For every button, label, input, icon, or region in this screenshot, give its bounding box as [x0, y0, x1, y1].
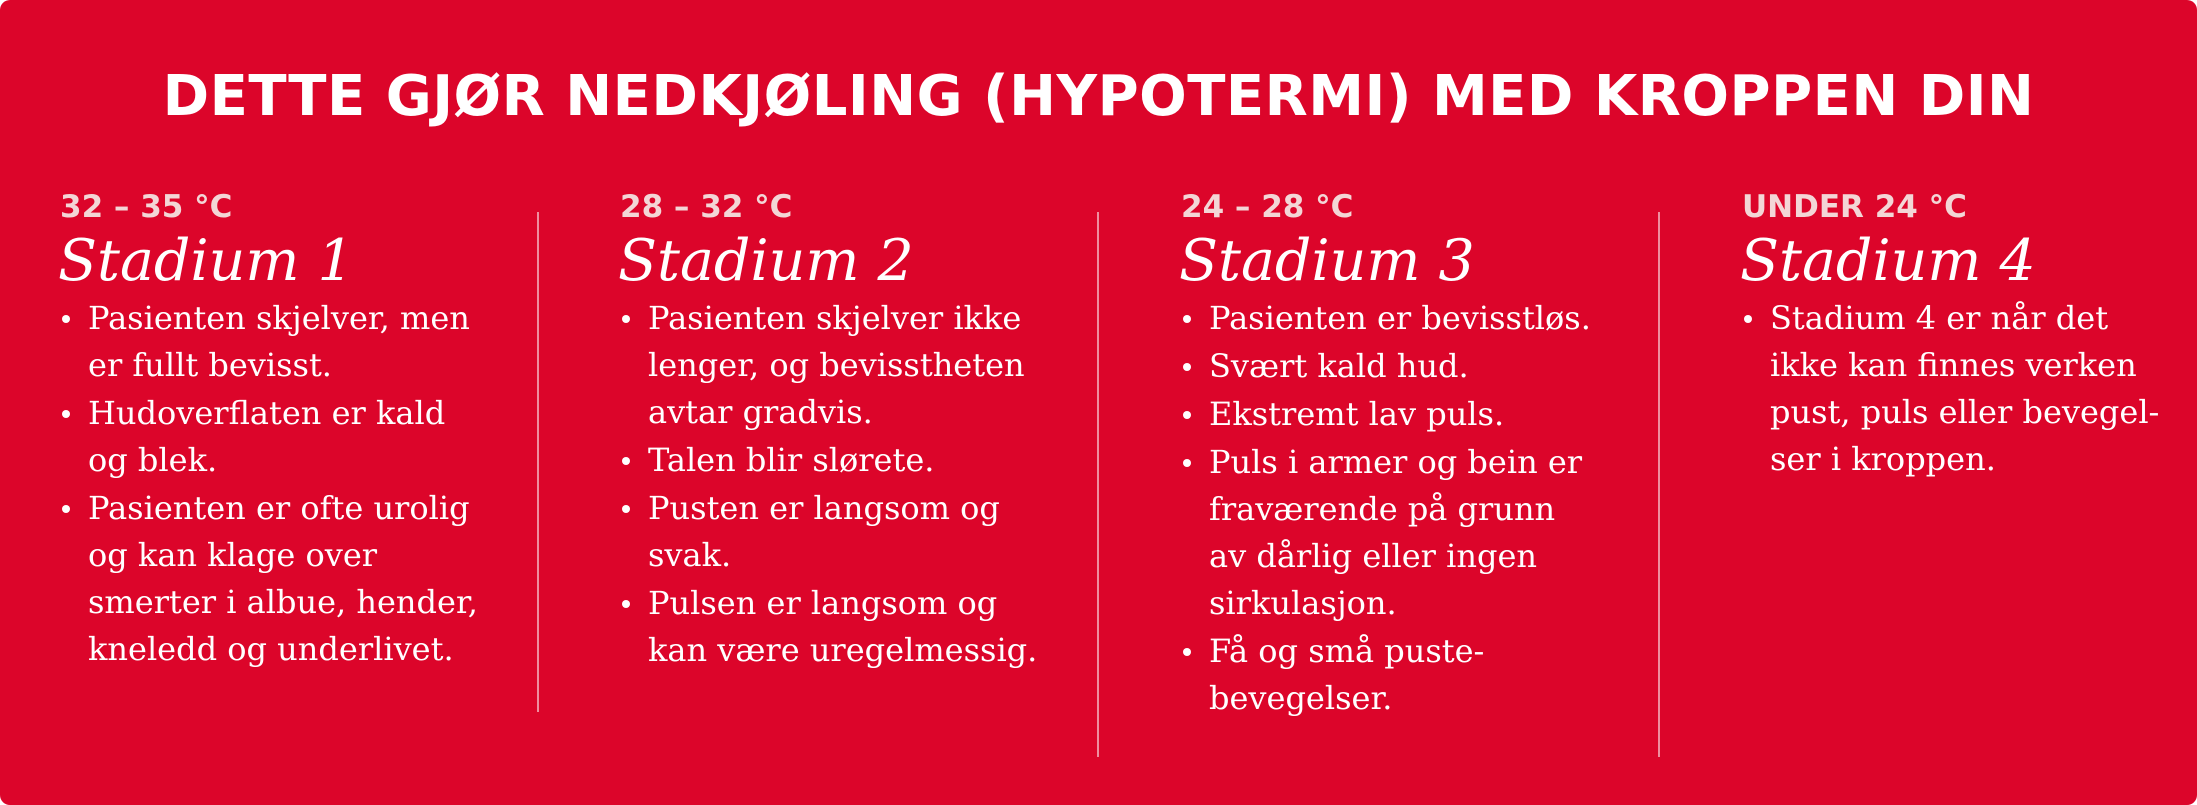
stage-column-1 [60, 185, 520, 674]
stage-heading: Stadium 2 [618, 228, 914, 294]
symptom-item: Pasienten skjelver, men er fullt bevisst. [60, 295, 520, 389]
stage-heading: Stadium 1 [58, 228, 354, 294]
symptom-item: Svært kald hud. [1181, 343, 1641, 390]
column-divider [1658, 212, 1660, 757]
symptom-item: Pasienten skjelver ikke lenger, og bevisstheten avtar gradvis. [620, 295, 1080, 436]
symptom-item: Pulsen er langsom og kan være uregelmessig. [620, 580, 1080, 674]
symptom-item: Pasienten er ofte urolig og kan klage over smerter i albue, hender, kneledd og underlivet. [60, 485, 520, 673]
symptom-list [60, 295, 520, 673]
page-title: DETTE GJØR NEDKJØLING (HYPOTERMI) MED KROPPEN DIN [162, 64, 2035, 129]
column-divider [537, 212, 539, 712]
symptom-list [620, 295, 1080, 674]
temperature-range: 28 – 32 °C [620, 189, 793, 225]
stage-column-3 [1181, 185, 1641, 723]
symptom-item: Pusten er langsom og svak. [620, 485, 1080, 579]
symptom-item: Pasienten er bevisstløs. [1181, 295, 1641, 342]
temperature-range: 24 – 28 °C [1181, 189, 1354, 225]
symptom-item: Få og små puste- bevegelser. [1181, 628, 1641, 722]
symptom-item: Stadium 4 er når det ikke kan finnes verken pust, puls eller bevegel- ser i kroppen. [1742, 295, 2197, 483]
symptom-list [1181, 295, 1641, 722]
temperature-range: 32 – 35 °C [60, 189, 233, 225]
symptom-item: Talen blir slørete. [620, 437, 1080, 484]
stage-column-4 [1742, 185, 2197, 484]
symptom-item: Hudoverflaten er kald og blek. [60, 390, 520, 484]
stage-heading: Stadium 4 [1740, 228, 2036, 294]
column-divider [1097, 212, 1099, 757]
stage-column-2 [620, 185, 1080, 675]
symptom-item: Ekstremt lav puls. [1181, 391, 1641, 438]
temperature-range: UNDER 24 °C [1742, 189, 1967, 225]
stage-heading: Stadium 3 [1179, 228, 1475, 294]
symptom-item: Puls i armer og bein er fraværende på grunn av dårlig eller ingen sirkulasjon. [1181, 439, 1641, 627]
symptom-list [1742, 295, 2197, 483]
